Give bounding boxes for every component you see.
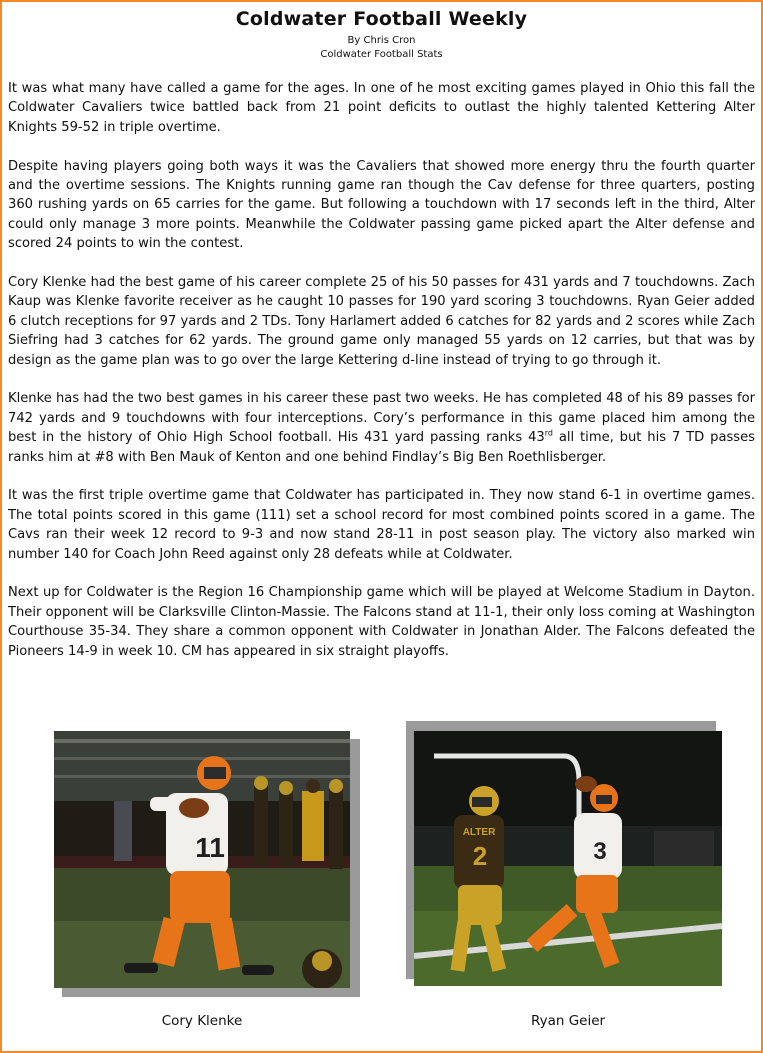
page-title: Coldwater Football Weekly xyxy=(235,8,528,30)
paragraph-1: It was what many have called a game for the ages. In one of he most exciting games played in Ohio this fall the Coldwater Cavaliers twice battled back from 21 point deficits to outlast the highly talented Kettering Alter Knights 59-52 in triple overtime. xyxy=(8,81,755,135)
caption-left: Cory Klenke xyxy=(161,1013,243,1029)
paragraph-4-part-b: all time, but his 7 TD passes ranks him at #8 with Ben Mauk of Kenton and one behind Findlay’s Big Ben Roethlisberger. xyxy=(8,430,756,465)
paragraph-6: Next up for Coldwater is the Region 16 Championship game which will be played at Welcome Stadium in Dayton. Their opponent will be Clarksville Clinton-Massie. The Falcons stand at 11-1, their only loss coming at Washington Courthouse 35-34. They share a common opponent with Coldwater in Jonathan Alder. The Falcons defeated the Pioneers 14-9 in week 10. CM has appeared in six straight playoffs. xyxy=(8,585,755,659)
opponent-jersey-text: ALTER xyxy=(462,827,496,838)
byline: By Chris Cron xyxy=(347,35,416,46)
paragraph-5: It was the first triple overtime game that Coldwater has participated in. They now stand 6-1 in overtime games. The total points scored in this game (111) set a school record for most combined points scored in a game. The Cavs ran their week 12 record to 9-3 and now stand 28-11 in post season play. The victory also marked win number 140 for Coach John Reed against only 28 defeats while at Coldwater. xyxy=(8,488,755,562)
photo-ryan-geier xyxy=(414,731,722,986)
source-line: Coldwater Football Stats xyxy=(320,49,443,60)
jersey-number-left: 11 xyxy=(195,832,225,863)
opponent-jersey-number: 2 xyxy=(472,841,488,871)
caption-right: Ryan Geier xyxy=(530,1013,606,1029)
paragraph-4-part-a: Klenke has had the two best games in his career these past two weeks. He has completed 48 of his 89 passes for 742 yards and 9 touchdowns with four interceptions. Cory’s performance in this game placed him among the best in the history of Ohio High School football. His 431 yard passing ranks 43 xyxy=(8,391,755,446)
ordinal-suffix: rd xyxy=(544,428,553,438)
paragraph-4 xyxy=(8,389,755,467)
article-body xyxy=(8,79,755,681)
paragraph-3: Cory Klenke had the best game of his career complete 25 of his 50 passes for 431 yards and 7 touchdowns. Zach Kaup was Klenke favorite receiver as he caught 10 passes for 190 yard scoring 3 touchdowns. Ryan Geier added 6 clutch receptions for 97 yards and 2 TDs. Tony Harlamert added 6 catches for 82 yards and 2 scores while Zach Siefring had 3 catches for 62 yards. The ground game only managed 55 yards on 12 carries, but that was by design as the game plan was to go over the large Kettering d-line instead of trying to go through it. xyxy=(8,275,755,368)
photo-cory-klenke xyxy=(54,731,350,988)
jersey-number-right: 3 xyxy=(593,838,607,865)
paragraph-2: Despite having players going both ways it was the Cavaliers that showed more energy thru the fourth quarter and the overtime sessions. The Knights running game ran though the Cav defense for three quarters, posting 360 rushing yards on 65 carries for the game. But following a touchdown with 17 seconds left in the third, Alter could only manage 3 more points. Meanwhile the Coldwater passing game picked apart the Alter defense and scored 24 points to win the contest. xyxy=(8,158,755,252)
